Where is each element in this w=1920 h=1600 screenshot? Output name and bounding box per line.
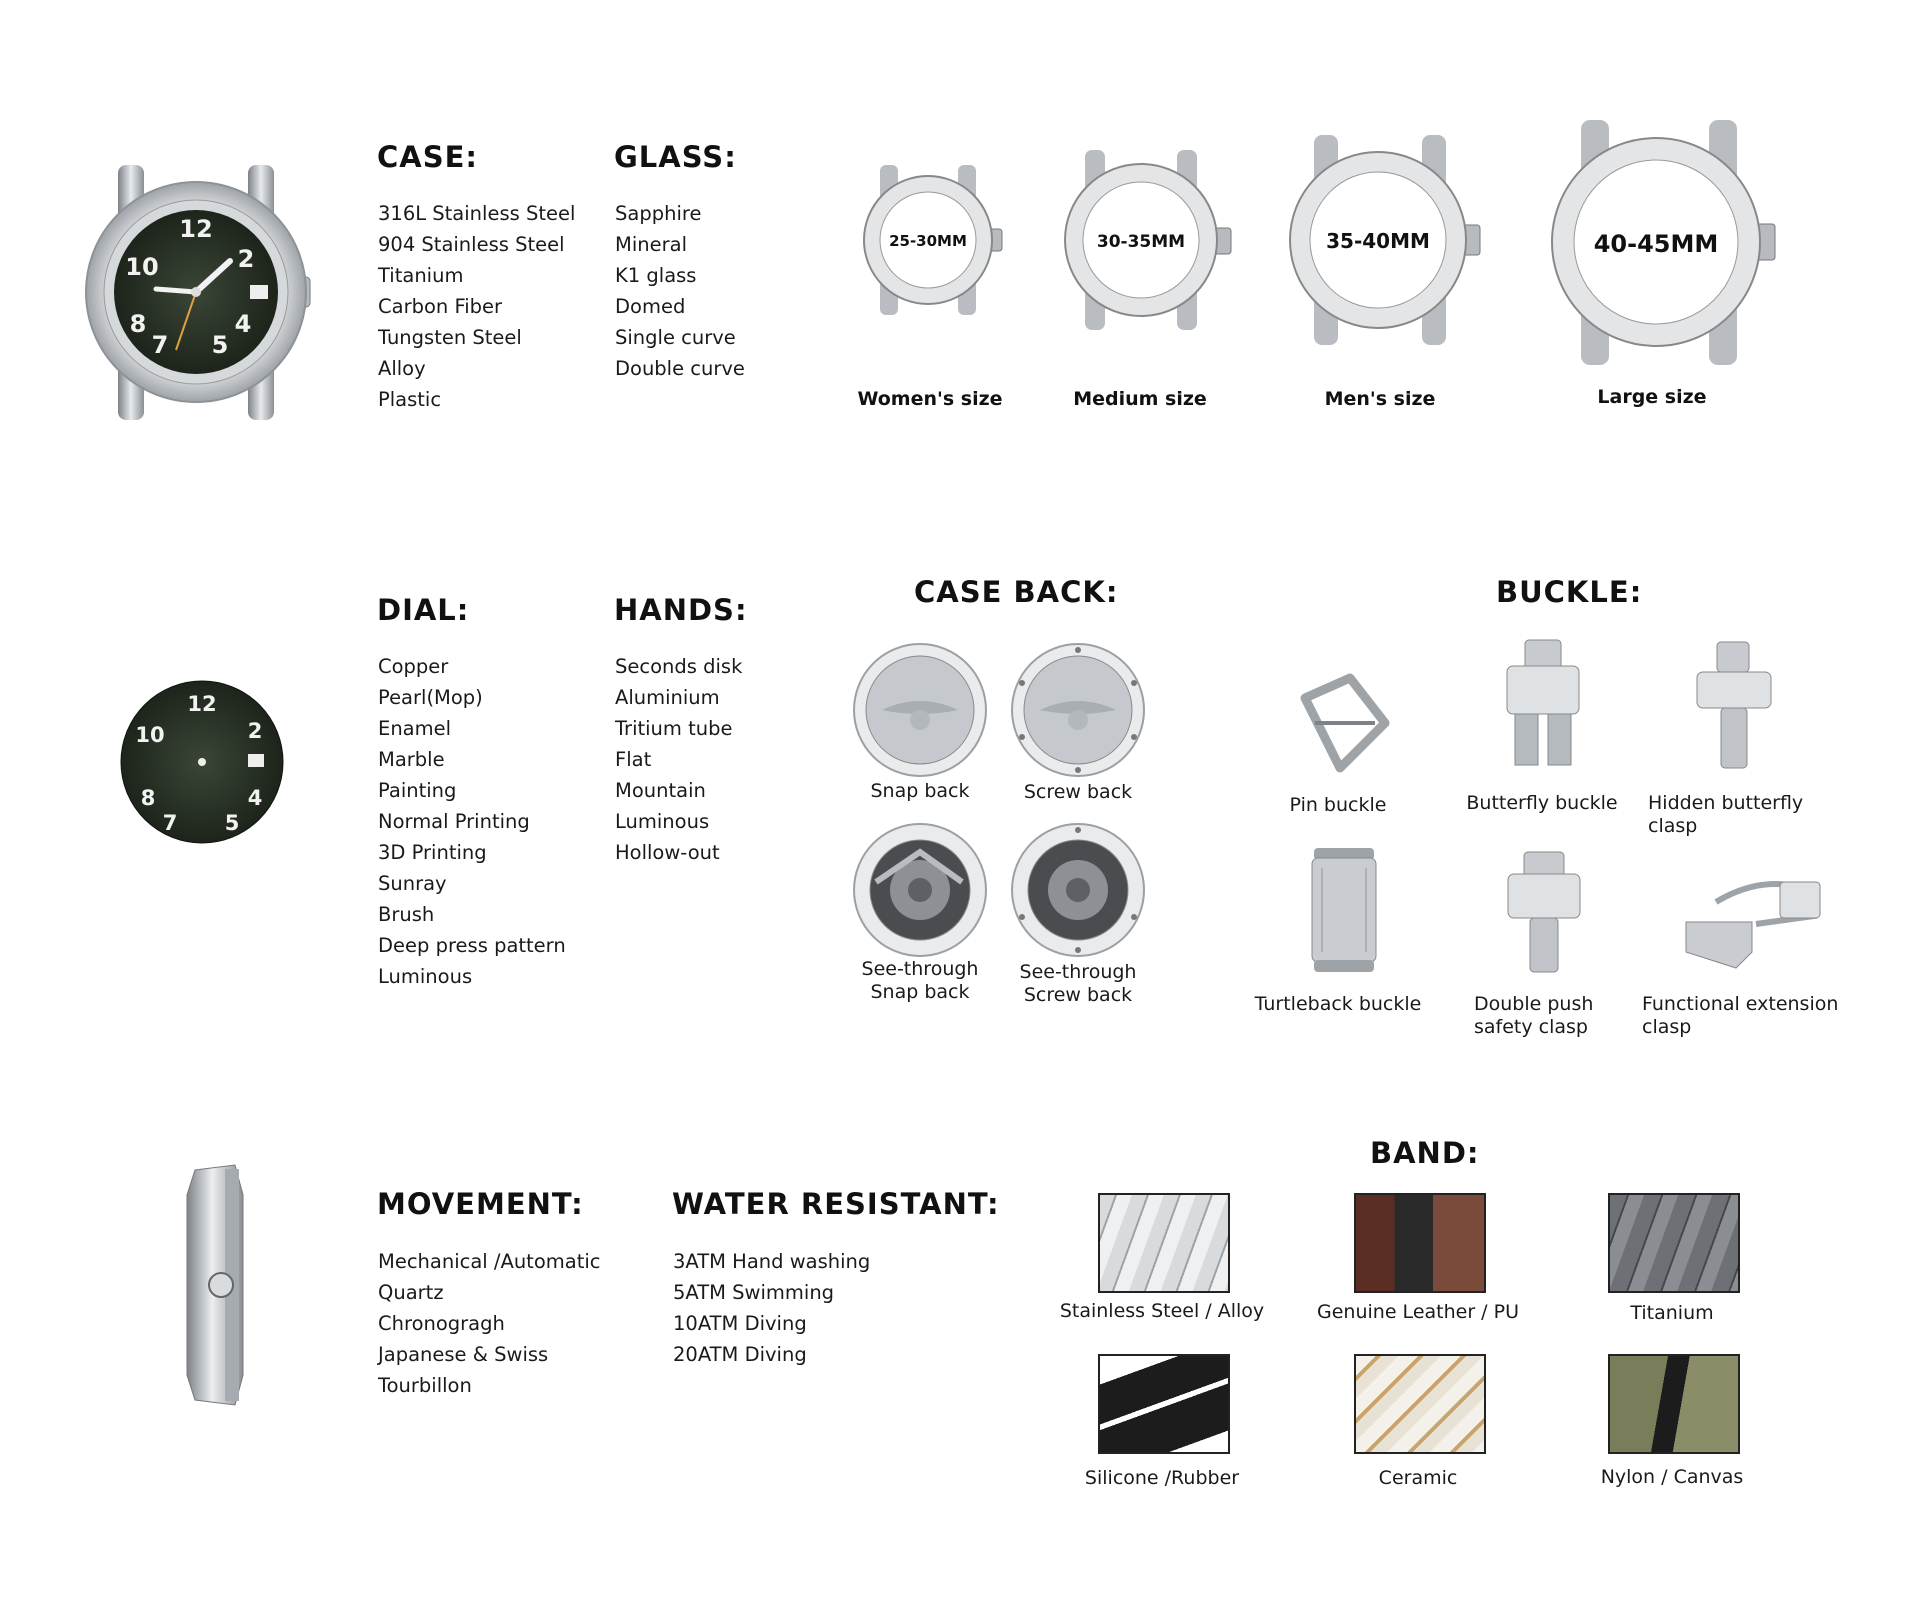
case-back-caption <box>978 961 1178 1007</box>
caption-line: See-through <box>1019 961 1137 983</box>
glass-item: Mineral <box>615 233 687 256</box>
movement-item: Mechanical /Automatic <box>378 1250 601 1273</box>
size-range-label: 35-40MM <box>1326 229 1430 253</box>
hands-item: Aluminium <box>615 686 720 709</box>
size-caption: Large size <box>1597 386 1707 408</box>
size-range-label: 25-30MM <box>889 232 967 250</box>
hands-item: Mountain <box>615 779 706 802</box>
svg-text:4: 4 <box>234 310 252 338</box>
svg-text:8: 8 <box>140 786 156 810</box>
dial-item: Marble <box>378 748 445 771</box>
case-item: Plastic <box>378 388 442 411</box>
buckle-caption <box>1642 993 1872 1039</box>
case-heading: CASE: <box>377 140 479 174</box>
band-stainless-steel-image <box>1098 1193 1230 1293</box>
buckle-caption <box>1442 792 1642 815</box>
screw-back-icon <box>1010 642 1146 778</box>
caption-line: Butterfly buckle <box>1466 792 1618 814</box>
svg-text:7: 7 <box>151 331 169 359</box>
glass-item: Double curve <box>615 357 745 380</box>
snap-back-icon <box>852 642 988 778</box>
dial-list <box>378 651 566 992</box>
water-item: 5ATM Swimming <box>673 1281 835 1304</box>
buckle-heading: BUCKLE: <box>1496 575 1643 609</box>
case-item: Tungsten Steel <box>378 326 522 349</box>
svg-text:7: 7 <box>162 811 178 835</box>
svg-text:2: 2 <box>247 719 263 743</box>
movement-list <box>378 1246 601 1401</box>
dial-item: Pearl(Mop) <box>378 686 483 709</box>
band-caption: Nylon / Canvas <box>1600 1466 1744 1488</box>
hands-list <box>615 651 742 868</box>
water-item: 3ATM Hand washing <box>673 1250 871 1273</box>
caption-line: Snap back <box>870 780 970 802</box>
band-nylon-image <box>1608 1354 1740 1454</box>
size-watch-medium-icon <box>1057 150 1233 330</box>
dial-item: Painting <box>378 779 457 802</box>
case-item: Carbon Fiber <box>378 295 503 318</box>
case-back-caption <box>978 781 1178 804</box>
dial-item: Copper <box>378 655 449 678</box>
svg-text:8: 8 <box>129 310 147 338</box>
case-item: Alloy <box>378 357 426 380</box>
case-item: Titanium <box>378 264 464 287</box>
dial-heading: DIAL: <box>377 593 470 627</box>
size-range-label: 40-45MM <box>1593 230 1719 258</box>
caption-line: Double push <box>1474 993 1594 1015</box>
buckle-caption <box>1474 993 1634 1039</box>
band-titanium-image <box>1608 1193 1740 1293</box>
size-caption: Men's size <box>1324 388 1436 410</box>
dial-icon <box>120 680 284 844</box>
caption-line: See-through <box>861 958 979 980</box>
hands-heading: HANDS: <box>614 593 748 627</box>
hands-item: Seconds disk <box>615 655 743 678</box>
movement-item: Tourbillon <box>378 1374 472 1397</box>
caption-line: Turtleback buckle <box>1254 993 1422 1015</box>
caption-line: Functional extension <box>1642 993 1839 1015</box>
turtleback-buckle-icon <box>1308 848 1380 972</box>
glass-list <box>615 198 745 384</box>
movement-item: Chronogragh <box>378 1312 505 1335</box>
buckle-caption <box>1238 794 1438 817</box>
dial-item: Deep press pattern <box>378 934 566 957</box>
caption-line: Screw back <box>1023 984 1133 1006</box>
caption-line: Pin buckle <box>1289 794 1387 816</box>
glass-item: Domed <box>615 295 686 318</box>
pin-buckle-icon <box>1295 668 1395 778</box>
case-item: 904 Stainless Steel <box>378 233 565 256</box>
svg-text:2: 2 <box>237 245 255 273</box>
svg-text:4: 4 <box>247 786 263 810</box>
band-caption: Stainless Steel / Alloy <box>1059 1300 1265 1322</box>
dial-item: Brush <box>378 903 435 926</box>
size-watch-women-icon <box>858 165 1004 315</box>
glass-item: Single curve <box>615 326 736 349</box>
caption-line: safety clasp <box>1474 1016 1588 1038</box>
double-push-safety-clasp-icon <box>1504 852 1584 974</box>
dial-item: Normal Printing <box>378 810 530 833</box>
dial-item: 3D Printing <box>378 841 487 864</box>
hands-item: Flat <box>615 748 652 771</box>
movement-item: Japanese & Swiss <box>378 1343 549 1366</box>
size-range-label: 30-35MM <box>1096 232 1186 252</box>
buckle-caption <box>1238 993 1438 1016</box>
watch-front-icon <box>80 165 325 420</box>
dial-item: Enamel <box>378 717 452 740</box>
water-resistant-heading: WATER RESISTANT: <box>672 1187 1000 1221</box>
dial-numeral-12: 12 <box>179 215 213 243</box>
dial-item: Luminous <box>378 965 473 988</box>
svg-text:10: 10 <box>135 723 165 747</box>
glass-item: K1 glass <box>615 264 697 287</box>
size-watch-large-icon <box>1543 120 1778 365</box>
movement-item: Quartz <box>378 1281 444 1304</box>
case-list <box>378 198 575 415</box>
hands-item: Luminous <box>615 810 710 833</box>
dial-item: Sunray <box>378 872 447 895</box>
caption-line: Snap back <box>870 981 970 1003</box>
glass-item: Sapphire <box>615 202 702 225</box>
band-heading: BAND: <box>1370 1136 1480 1170</box>
caption-line: clasp <box>1642 1016 1692 1038</box>
see-through-snap-back-icon <box>852 822 988 958</box>
hidden-butterfly-clasp-icon <box>1693 642 1775 772</box>
size-caption: Medium size <box>1073 388 1207 410</box>
water-resistant-list <box>673 1246 870 1370</box>
band-caption: Ceramic <box>1378 1467 1458 1489</box>
band-caption: Genuine Leather / PU <box>1317 1301 1519 1323</box>
band-silicone-image <box>1098 1354 1230 1454</box>
caption-line: Screw back <box>1023 781 1133 803</box>
caption-line: clasp <box>1648 815 1698 837</box>
butterfly-buckle-icon <box>1503 640 1583 770</box>
case-back-heading: CASE BACK: <box>914 575 1119 609</box>
svg-text:12: 12 <box>187 692 217 716</box>
svg-text:5: 5 <box>211 331 229 359</box>
band-ceramic-image <box>1354 1354 1486 1454</box>
band-leather-image <box>1354 1193 1486 1293</box>
size-watch-men-icon <box>1282 135 1482 345</box>
svg-text:5: 5 <box>224 811 240 835</box>
glass-heading: GLASS: <box>614 140 737 174</box>
water-item: 10ATM Diving <box>673 1312 807 1335</box>
hands-item: Hollow-out <box>615 841 720 864</box>
band-caption: Titanium <box>1630 1302 1714 1324</box>
band-caption: Silicone /Rubber <box>1084 1467 1240 1489</box>
svg-text:10: 10 <box>125 253 159 281</box>
buckle-caption <box>1648 792 1828 838</box>
hands-item: Tritium tube <box>615 717 733 740</box>
watch-side-icon <box>185 1165 247 1405</box>
see-through-screw-back-icon <box>1010 822 1146 958</box>
size-caption: Women's size <box>857 388 1003 410</box>
case-item: 316L Stainless Steel <box>378 202 576 225</box>
functional-extension-clasp-icon <box>1676 872 1824 976</box>
water-item: 20ATM Diving <box>673 1343 807 1366</box>
caption-line: Hidden butterfly <box>1648 792 1804 814</box>
movement-heading: MOVEMENT: <box>377 1187 584 1221</box>
